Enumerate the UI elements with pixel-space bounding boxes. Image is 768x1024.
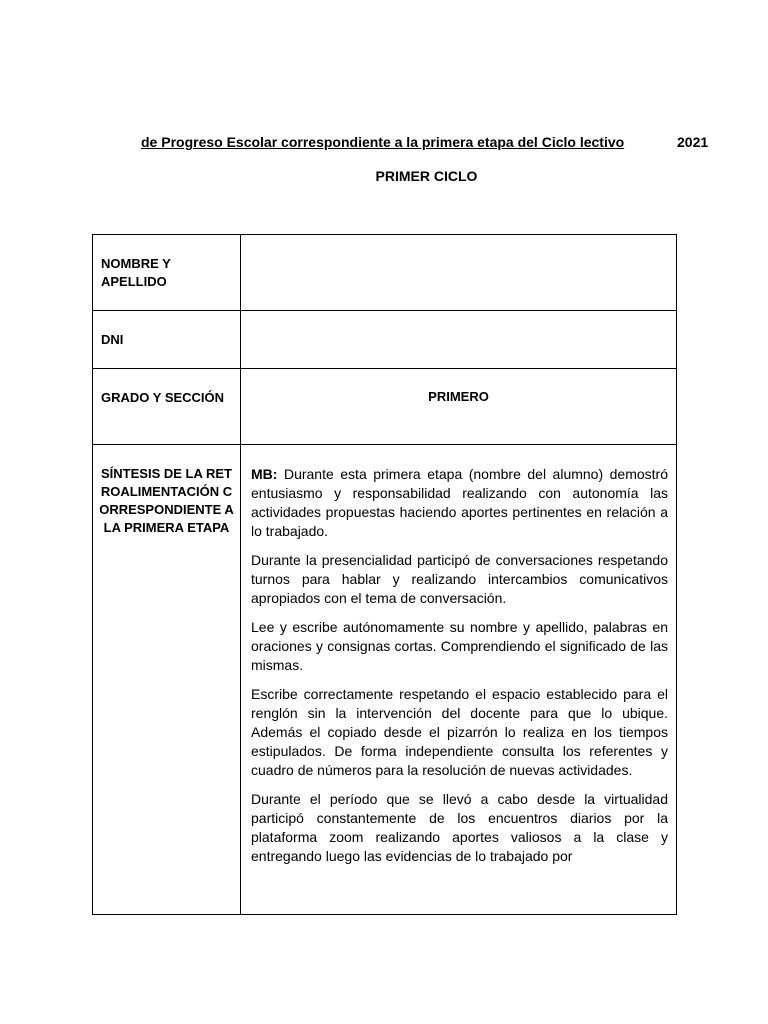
table-row-grado bbox=[93, 369, 677, 445]
grado-seccion-value: PRIMERO bbox=[428, 389, 489, 404]
label-cell bbox=[93, 445, 241, 915]
sintesis-paragraph: Lee y escribe autónomamente su nombre y apellido, palabras en oraciones y consignas cortas. Comprendiendo el significado de las mismas. bbox=[251, 619, 668, 673]
document-title-year: 2021 bbox=[677, 134, 709, 150]
grade-mark: MB: bbox=[251, 466, 278, 482]
grado-seccion-label: GRADO Y SECCIÓN bbox=[101, 390, 225, 405]
sintesis-paragraph: Escribe correctamente respetando el espacio establecido para el renglón sin la intervención del docente para que lo ubique. Además el copiado desde el pizarrón lo realiza en los tiempos estipulados. De forma independiente consulta los referentes y cuadro de números para la resolución de nuevas actividades. bbox=[251, 686, 668, 778]
label-cell bbox=[93, 369, 241, 445]
dni-field[interactable] bbox=[241, 311, 677, 369]
table-row-sintesis bbox=[93, 445, 677, 915]
dni-label: DNI bbox=[101, 332, 124, 347]
label-cell bbox=[93, 235, 241, 311]
document-subtitle: PRIMER CICLO bbox=[375, 168, 478, 184]
grado-seccion-field[interactable] bbox=[241, 369, 677, 445]
sintesis-label: SÍNTESIS DE LA RETROALIMENTACIÓN CORRESPONDIENTE A LA PRIMERA ETAPA bbox=[99, 466, 234, 535]
label-cell bbox=[93, 311, 241, 369]
student-report-table bbox=[92, 234, 677, 915]
nombre-apellido-label: NOMBRE Y APELLIDO bbox=[101, 256, 171, 289]
document-title-text: de Progreso Escolar correspondiente a la primera etapa del Ciclo lectivo bbox=[141, 134, 625, 150]
sintesis-paragraph bbox=[251, 465, 668, 541]
sintesis-paragraph: Durante el período que se llevó a cabo desde la virtualidad participó constantemente de los encuentros diarios por la plataforma zoom realizando aportes valiosos a la clase y entregando luego las evidencias de lo trabajado por bbox=[251, 791, 668, 864]
sintesis-paragraph: Durante la presencialidad participó de conversaciones respetando turnos para hablar y realizando intercambios comunicativos apropiados con el tema de conversación. bbox=[251, 552, 668, 606]
sintesis-text bbox=[241, 445, 676, 914]
paragraph-text: Durante esta primera etapa (nombre del alumno) demostró entusiasmo y responsabilidad realizando con autonomía las actividades propuestas haciendo aportes pertinentes en relación a lo trabajado. bbox=[251, 466, 668, 539]
table-row-nombre bbox=[93, 235, 677, 311]
nombre-apellido-field[interactable] bbox=[241, 235, 677, 311]
table-row-dni bbox=[93, 311, 677, 369]
sintesis-field[interactable] bbox=[241, 445, 677, 915]
